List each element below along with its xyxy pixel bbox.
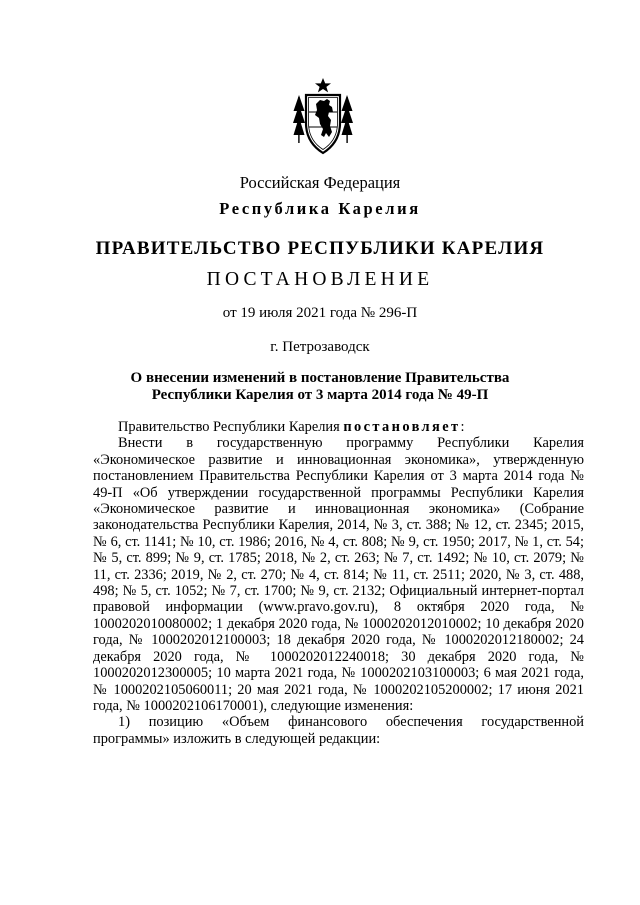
country-name: Российская Федерация <box>239 173 401 192</box>
document-body <box>93 419 584 747</box>
paragraph-item-1: 1) позицию «Объем финансового обеспечения государственной программы» изложить в следующей редакции: <box>93 714 584 747</box>
crest-pine-right <box>341 95 353 143</box>
intro-text: Правительство Республики Карелия <box>118 419 344 435</box>
paragraph-amendments: Внести в государственную программу Республики Карелия «Экономическое развитие и инновационная экономика», утвержденную постановлением Правительства Республики Карелия от 3 марта 2014 года № 49-П «Об утверждении государственной программы Республики Карелия «Экономическое развитие и инновационная экономика» (Собрание законодательства Республики Карелия, 2014, № 3, ст. 388; № 12, ст. 2345; 2015, № 6, ст. 1141; № 10, ст. 1986; 2016, № 4, ст. 808; № 9, ст. 1950; 2017, № 1, ст. 54; № 5, ст. 899; № 9, ст. 1785; 2018, № 2, ст. 263; № 7, ст. 1492; № 10, ст. 2079; № 11, ст. 2336; 2019, № 2, ст. 270; № 4, ст. 814; № 11, ст. 2511; 2020, № 3, ст. 488, 498; № 5, ст. 1052; № 7, ст. 1700; № 9, ст. 2132; Официальный интернет-портал правовой информации (www.pravo.gov.ru), 8 октября 2020 года, № 1000202010080002; 1 декабря 2020 года, № 1000202012010002; 10 декабря 2020 года, № 1000202012100003; 18 декабря 2020 года, № 1000202012180002; 24 декабря 2020 года, № 1000202012240018; 30 декабря 2020 года, № 1000202012300005; 10 марта 2021 года, № 1000202103100003; 6 мая 2021 года, № 1000202105060011; 20 мая 2021 года, № 1000202105200002; 17 июня 2021 года, № 1000202106170001), следующие изменения: <box>93 435 584 714</box>
title-line-2: Республики Карелия от 3 марта 2014 года № 49-П <box>151 387 489 403</box>
government-title: ПРАВИТЕЛЬСТВО РЕСПУБЛИКИ КАРЕЛИЯ <box>95 238 545 259</box>
title-line-1: О внесении изменений в постановление Правительства <box>130 370 510 386</box>
republic-name: Республика Карелия <box>219 199 421 218</box>
crest-pine-left <box>293 95 305 143</box>
document-title <box>0 370 640 404</box>
document-date-number: от 19 июля 2021 года № 296-П <box>222 305 418 321</box>
intro-verb: постановляет <box>343 419 461 435</box>
crest-star <box>315 78 331 92</box>
document-city: г. Петрозаводск <box>270 339 370 355</box>
karelia-coat-of-arms-icon <box>293 77 353 155</box>
intro-colon: : <box>460 419 465 435</box>
intro-paragraph <box>93 419 584 435</box>
document-type: ПОСТАНОВЛЕНИЕ <box>206 269 434 290</box>
